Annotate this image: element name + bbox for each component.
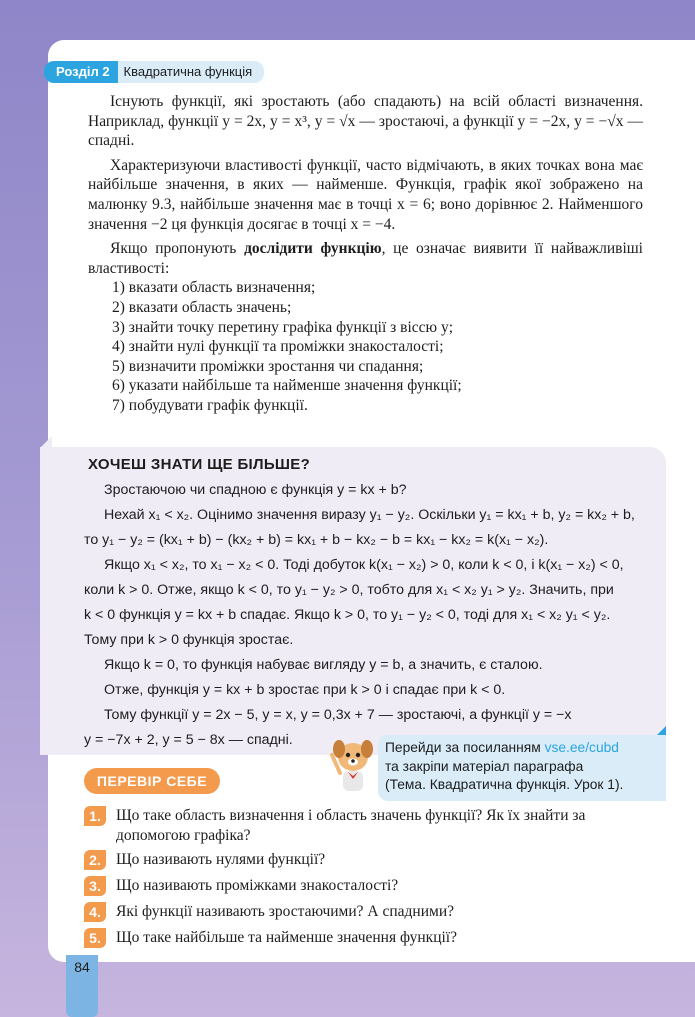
dog-mascot-icon <box>328 735 378 797</box>
question-number: 1. <box>84 806 106 826</box>
list-item: 6) указати найбільше та найменше значення функції; <box>112 377 462 395</box>
question-text: Що називають нулями функції? <box>116 851 326 868</box>
link-callout <box>378 735 666 801</box>
question-text: Що таке найбільше та найменше значення функції? <box>116 929 457 946</box>
question-4 <box>84 902 644 922</box>
box-line: Тому при k > 0 функція зростає. <box>84 632 294 648</box>
page-number-tab <box>66 955 98 1017</box>
paragraph-2: Характеризуючи властивості функції, часто відмічають, в яких точках вона має найбільше значення, в яких — найменше. Функція, графік якої зображено на малюнку 9.3, найбільше значення має в точці x = 6; воно дорівнює 2. Найменшого значення −2 ця функція досягає в точці x = −4. <box>88 156 643 233</box>
section-number: Розділ 2 <box>44 61 118 83</box>
list-item: 2) вказати область значень; <box>112 298 292 316</box>
question-3 <box>84 876 644 896</box>
question-number: 2. <box>84 850 106 870</box>
question-text: Що таке область визначення і область значень функції? Як їх знайти за допомогою графіка? <box>116 807 586 844</box>
question-2 <box>84 850 644 870</box>
callout-line-1 <box>385 739 666 758</box>
box-line: коли k > 0. Отже, якщо k < 0, то y₁ − y₂ > 0, тобто для x₁ < x₂ y₁ > y₂. Значить, при <box>84 582 614 598</box>
callout-line-3: (Тема. Квадратична функція. Урок 1). <box>385 777 624 792</box>
box-line: k < 0 функція y = kx + b спадає. Якщо k > 0, то y₁ − y₂ < 0, тоді для x₁ < x₂ y₁ < y₂. <box>84 607 611 623</box>
box-line: Зростаючою чи спадною є функція y = kx + b? <box>104 482 407 498</box>
section-tag <box>44 61 264 83</box>
box-line: y = −7x + 2, y = 5 − 8x — спадні. <box>84 732 293 748</box>
question-text: Що називають проміжками знакосталості? <box>116 877 399 894</box>
list-item: 4) знайти нулі функції та проміжки знакосталості; <box>112 338 444 356</box>
box-title: ХОЧЕШ ЗНАТИ ЩЕ БІЛЬШЕ? <box>88 456 311 473</box>
callout-line-2: та закріпи матеріал параграфа <box>385 758 584 774</box>
properties-list <box>88 278 643 415</box>
check-yourself-label: ПЕРЕВІР СЕБЕ <box>84 768 220 794</box>
question-text: Які функції називають зростаючими? А спадними? <box>116 903 454 920</box>
paragraph-1: Існують функції, які зростають (або спадають) на всій області визначення. Наприклад, функції y = 2x, y = x³, y = √x — зростаючі, а функції y = −2x, y = −√x — спадні. <box>88 93 643 150</box>
callout-link[interactable]: vse.ee/cubd <box>544 740 619 755</box>
list-item: 7) побудувати графік функції. <box>112 396 308 414</box>
box-line: то y₁ − y₂ = (kx₁ + b) − (kx₂ + b) = kx₁ + b − kx₂ − b = kx₁ − kx₂ = k(x₁ − x₂). <box>84 532 549 548</box>
page-number: 84 <box>74 959 90 975</box>
question-number: 5. <box>84 928 106 948</box>
p3-end: , це означає виявити її найважливіші властивості: <box>88 240 643 277</box>
section-name: Квадратична функція <box>118 61 265 83</box>
question-number: 3. <box>84 876 106 896</box>
question-1 <box>84 806 644 846</box>
box-line: Якщо x₁ < x₂, то x₁ − x₂ < 0. Тоді добуток k(x₁ − x₂) > 0, коли k < 0, і k(x₁ − x₂) < 0, <box>104 557 624 573</box>
box-line: Отже, функція y = kx + b зростає при k > 0 і спадає при k < 0. <box>104 682 506 698</box>
main-text <box>88 92 643 416</box>
box-text <box>84 478 644 753</box>
list-item: 3) знайти точку перетину графіка функції з віссю y; <box>112 318 454 336</box>
box-line: Нехай x₁ < x₂. Оцінимо значення виразу y₁ − y₂. Оскільки y₁ = kx₁ + b, y₂ = kx₂ + b, <box>104 507 635 523</box>
p3-bold: дослідити функцію <box>244 240 382 258</box>
question-5 <box>84 928 644 948</box>
list-item: 1) вказати область визначення; <box>112 279 316 297</box>
callout-pre: Перейди за посиланням <box>385 740 545 755</box>
list-item: 5) визначити проміжки зростання чи спадання; <box>112 357 424 375</box>
box-line: Тому функції y = 2x − 5, y = x, y = 0,3x + 7 — зростаючі, а функції y = −x <box>104 707 572 723</box>
paragraph-3 <box>88 239 643 278</box>
p3-start: Якщо пропонують <box>110 240 245 258</box>
question-number: 4. <box>84 902 106 922</box>
box-line: Якщо k = 0, то функція набуває вигляду y = b, а значить, є сталою. <box>104 657 543 673</box>
